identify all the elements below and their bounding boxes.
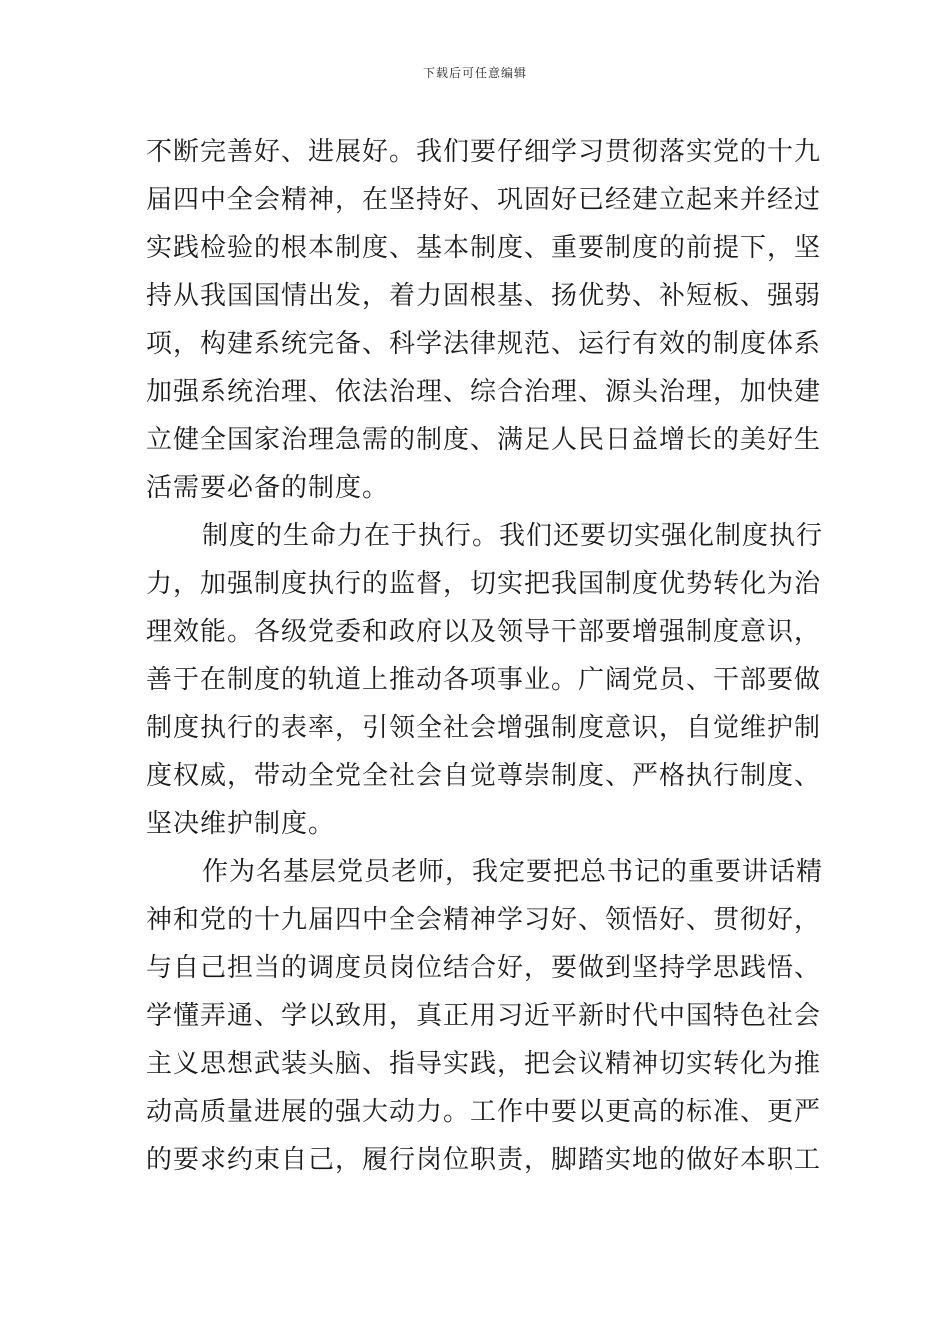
paragraph-line: 项，构建系统完备、科学法律规范、运行有效的制度体系 xyxy=(146,329,822,359)
paragraph-line: 动高质量进展的强大动力。工作中要以更高的标准、更严 xyxy=(146,1097,822,1127)
paragraph-3 xyxy=(146,848,824,1184)
page-header: 下载后可任意编辑 xyxy=(422,66,527,80)
paragraph-line: 不断完善好、进展好。我们要仔细学习贯彻落实党的十九 xyxy=(146,137,822,167)
paragraph-line: 神和党的十九届四中全会精神学习好、领悟好、贯彻好， xyxy=(146,905,822,935)
paragraph-line: 制度执行的表率，引领全社会增强制度意识，自觉维护制 xyxy=(146,713,822,743)
paragraph-line: 加强系统治理、依法治理、综合治理、源头治理，加快建 xyxy=(146,377,822,407)
paragraph-line: 实践检验的根本制度、基本制度、重要制度的前提下，坚 xyxy=(146,233,822,263)
paragraph-line: 善于在制度的轨道上推动各项事业。广阔党员、干部要做 xyxy=(146,665,822,695)
paragraph-line: 力，加强制度执行的监督，切实把我国制度优势转化为治 xyxy=(146,569,822,599)
paragraph-line: 作为名基层党员老师，我定要把总书记的重要讲话精 xyxy=(202,857,824,887)
paragraph-2 xyxy=(146,512,824,848)
paragraph-line: 学懂弄通、学以致用，真正用习近平新时代中国特色社会 xyxy=(146,1001,822,1031)
paragraph-line: 活需要必备的制度。 xyxy=(146,473,390,503)
paragraph-line: 坚决维护制度。 xyxy=(146,809,336,839)
paragraph-line: 主义思想武装头脑、指导实践，把会议精神切实转化为推 xyxy=(146,1049,822,1079)
paragraph-line: 理效能。各级党委和政府以及领导干部要增强制度意识， xyxy=(146,617,822,647)
paragraph-line: 制度的生命力在于执行。我们还要切实强化制度执行 xyxy=(202,521,824,551)
paragraph-line: 立健全国家治理急需的制度、满足人民日益增长的美好生 xyxy=(146,425,822,455)
paragraph-line: 届四中全会精神，在坚持好、巩固好已经建立起来并经过 xyxy=(146,185,822,215)
paragraph-line: 的要求约束自己，履行岗位职责，脚踏实地的做好本职工 xyxy=(146,1145,822,1175)
document-body xyxy=(146,128,824,1184)
paragraph-line: 度权威，带动全党全社会自觉尊崇制度、严格执行制度、 xyxy=(146,761,822,791)
paragraph-line: 与自己担当的调度员岗位结合好，要做到坚持学思践悟、 xyxy=(146,953,822,983)
paragraph-1 xyxy=(146,128,822,512)
paragraph-line: 持从我国国情出发，着力固根基、扬优势、补短板、强弱 xyxy=(146,281,822,311)
